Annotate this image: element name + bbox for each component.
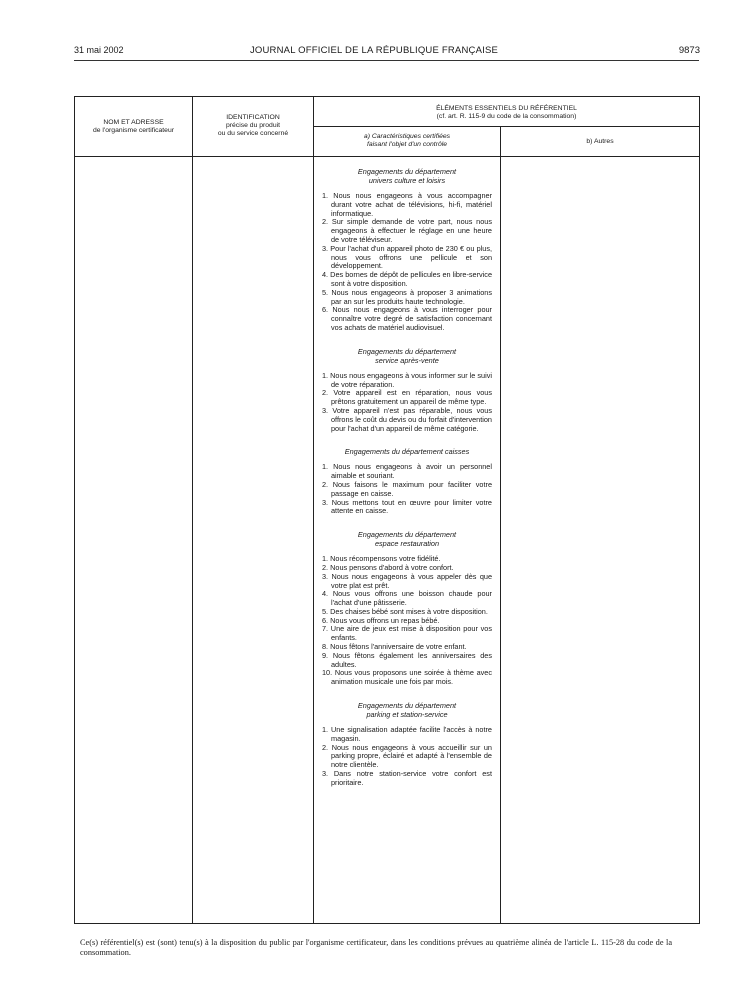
journal-title: JOURNAL OFFICIEL DE LA RÉPUBLIQUE FRANÇAISE (249, 45, 499, 56)
col-header-autres (501, 127, 700, 157)
col-header-caracteristiques-line1: a) Caractéristiques certifiées (363, 133, 451, 140)
engagement-item: 3. Nous mettons tout en œuvre pour limiter votre attente en caisse. (322, 497, 492, 516)
section-title-line: Engagements du département (357, 530, 457, 540)
col-header-organisme-line1: NOM ET ADRESSE (103, 119, 164, 126)
cell-identification (193, 157, 314, 924)
engagement-item: 10. Nous vous proposons une soirée à thème avec animation musicale une fois par mois. (322, 668, 492, 687)
col-header-organisme-line2: de l'organisme certificateur (92, 127, 174, 134)
engagement-item: 3. Pour l'achat d'un appareil photo de 230 € ou plus, nous vous offrons une pellicule et son développement. (322, 243, 492, 271)
cell-autres (501, 157, 700, 924)
engagement-item: 3. Votre appareil n'est pas réparable, nous vous offrons le coût du devis ou du forfait d'intervention pour l'achat d'un appareil de même catégorie. (322, 405, 492, 433)
engagement-items (322, 463, 492, 516)
engagement-item: 2. Nous faisons le maximum pour faciliter votre passage en caisse. (322, 479, 492, 498)
col-header-elements-line1: ÉLÉMENTS ESSENTIELS DU RÉFÉRENTIEL (436, 105, 577, 112)
section-title (322, 701, 492, 719)
engagement-item: 6. Nous vous offrons un repas bébé. (322, 615, 440, 625)
col-header-caracteristiques-line2: faisant l'objet d'un contrôle (366, 141, 448, 148)
engagement-section (322, 530, 492, 687)
engagement-item: 7. Une aire de jeux est mise à disposition pour vos enfants. (322, 624, 492, 643)
col-header-autres-label: b) Autres (586, 137, 614, 145)
section-title (322, 530, 492, 548)
page-date: 31 mai 2002 (74, 45, 124, 55)
engagement-items (322, 555, 492, 687)
footer-note: Ce(s) référentiel(s) est (sont) tenu(s) à la disposition du public par l'organisme certificateur, dans les conditions prévues au quatrième alinéa de l'article L. 115-28 du code de la consommation. (80, 938, 672, 957)
engagement-item: 8. Nous fêtons l'anniversaire de votre enfant. (322, 642, 467, 652)
engagement-item: 3. Nous nous engageons à vous appeler dès que votre plat est prêt. (322, 571, 492, 590)
section-title-line: Engagements du département caisses (344, 447, 470, 457)
engagement-item: 9. Nous fêtons également les anniversaires des adultes. (322, 650, 492, 669)
section-title (322, 347, 492, 365)
engagement-item: 1. Une signalisation adaptée facilite l'accès à notre magasin. (322, 725, 492, 743)
engagement-section (322, 447, 492, 516)
section-title-line: parking et station-service (366, 710, 448, 720)
engagement-item: 2. Nous nous engageons à vous accueillir sur un parking propre, éclairé et adapté à l'ensemble de notre clientèle. (322, 742, 492, 770)
col-header-identification-line3: ou du service concerné (217, 130, 289, 137)
engagement-items (322, 372, 492, 434)
engagement-item: 5. Nous nous engageons à proposer 3 animations par an sur les produits haute technologie. (322, 287, 492, 306)
engagement-item: 2. Nous pensons d'abord à votre confort. (322, 562, 454, 572)
engagement-item: 1. Nous récompensons votre fidélité. (322, 554, 441, 564)
engagement-item: 2. Votre appareil est en réparation, nous vous prêtons gratuitement un appareil de même type. (322, 388, 492, 407)
engagement-section (322, 701, 492, 788)
col-header-caracteristiques (314, 127, 501, 157)
engagement-item: 1. Nous nous engageons à vous informer sur le suivi de votre réparation. (322, 370, 492, 389)
referentiel-table (74, 96, 700, 924)
engagement-items (322, 192, 492, 333)
engagement-item: 2. Sur simple demande de votre part, nous nous engageons à effectuer le réglage en une heure de votre téléviseur. (322, 217, 492, 244)
section-title (322, 447, 492, 456)
engagement-items (322, 726, 492, 788)
engagement-section (322, 167, 492, 333)
section-title-line: univers culture et loisirs (368, 176, 446, 185)
engagement-item: 6. Nous nous engageons à vous interroger pour connaître votre degré de satisfaction concernant vos achats de matériel audiovisuel. (322, 305, 492, 332)
engagement-section (322, 347, 492, 434)
cell-caracteristiques (314, 157, 501, 924)
engagement-item: 1. Nous nous engageons à avoir un personnel aimable et souriant. (322, 462, 492, 481)
engagement-item: 5. Des chaises bébé sont mises à votre disposition. (322, 606, 488, 616)
section-title-line: espace restauration (374, 539, 440, 549)
page-number: 9873 (678, 45, 700, 56)
col-header-elements-line2: (cf. art. R. 115-9 du code de la consommation) (436, 113, 577, 120)
engagement-item: 4. Des bornes de dépôt de pellicules en libre-service sont à votre disposition. (322, 270, 492, 288)
col-header-organisme (75, 97, 193, 157)
section-title-line: service après-vente (375, 355, 439, 365)
col-header-elements (314, 97, 700, 127)
section-title (322, 167, 492, 185)
engagements-list (314, 157, 500, 788)
section-title-line: Engagements du département (357, 346, 457, 356)
engagement-item: 3. Dans notre station-service votre confort est prioritaire. (322, 769, 492, 787)
cell-organisme (75, 157, 193, 924)
header-rule (74, 60, 699, 61)
col-header-identification-line1: IDENTIFICATION (226, 114, 280, 121)
engagement-item: 4. Nous vous offrons une boisson chaude pour l'achat d'une pâtisserie. (322, 589, 492, 608)
col-header-identification-line2: précise du produit (225, 122, 281, 129)
engagement-item: 1. Nous nous engageons à vous accompagner durant votre achat de télévisions, hi-fi, matériel informatique. (322, 191, 492, 218)
section-title-line: Engagements du département (357, 167, 457, 176)
section-title-line: Engagements du département (357, 701, 457, 711)
col-header-identification (193, 97, 314, 157)
